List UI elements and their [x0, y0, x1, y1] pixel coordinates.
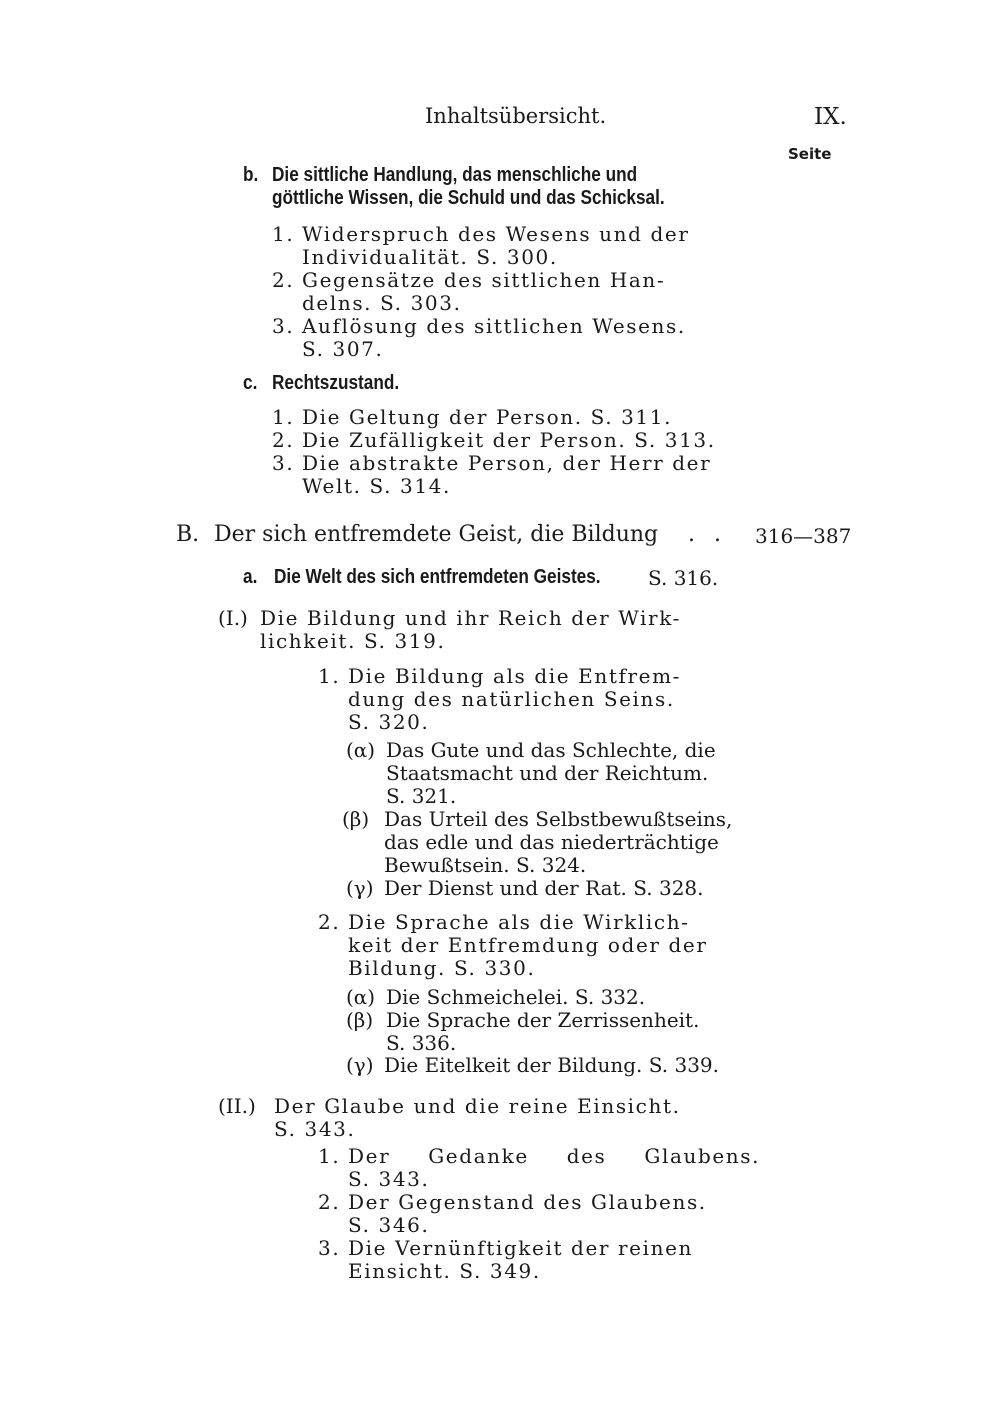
subitem-label: (γ) — [346, 1053, 374, 1077]
section-title-line: Rechtszustand. — [272, 372, 400, 394]
page-range: 316—387 — [755, 524, 852, 548]
section-title-line: Die sittliche Handlung, das menschliche und — [272, 164, 638, 186]
toc-item-line: Die Vernünftigkeit der reinen — [348, 1236, 694, 1260]
toc-item-number: 1. — [272, 405, 295, 429]
subitem-label: (α) — [346, 738, 376, 762]
toc-item-line: Die Bildung als die Entfrem- — [348, 664, 682, 688]
toc-item-line: Die Zufälligkeit der Person. S. 313. — [302, 428, 716, 452]
subitem-label: (β) — [346, 1008, 374, 1032]
running-header-title: Inhaltsübersicht. — [425, 104, 607, 128]
subitem-line: das edle und das niederträchtige — [384, 830, 719, 854]
toc-item-line: Auflösung des sittlichen Wesens. — [302, 314, 686, 338]
toc-item-line: S. 307. — [302, 337, 384, 361]
section-label: B. — [176, 522, 200, 547]
toc-item-number: 1. — [318, 664, 341, 688]
page-number: IX. — [814, 104, 847, 130]
section-label: a. — [243, 566, 258, 588]
toc-item-number: 1. — [318, 1144, 341, 1168]
toc-item-number: 3. — [272, 451, 295, 475]
toc-item-line: delns. S. 303. — [302, 291, 462, 315]
section-label: b. — [243, 164, 259, 186]
subitem-line: S. 336. — [386, 1031, 457, 1055]
toc-item-line: Die Bildung und ihr Reich der Wirk- — [260, 606, 681, 630]
subitem-line: Bewußtsein. S. 324. — [384, 853, 587, 877]
subitem-line: Das Gute und das Schlechte, die — [386, 738, 716, 762]
toc-item-line: keit der Entfremdung oder der — [348, 933, 708, 957]
subitem-label: (γ) — [346, 876, 374, 900]
toc-item-line: Bildung. S. 330. — [348, 956, 536, 980]
subitem-line: Die Eitelkeit der Bildung. S. 339. — [384, 1053, 719, 1077]
section-title-line: göttliche Wissen, die Schuld und das Schicksal. — [272, 187, 665, 209]
toc-item-line: Der Gegenstand des Glaubens. — [348, 1190, 707, 1214]
subitem-line: Der Dienst und der Rat. S. 328. — [384, 876, 704, 900]
toc-item-number: 3. — [318, 1236, 341, 1260]
toc-item-line: dung des natürlichen Seins. — [348, 687, 675, 711]
subitem-label: (α) — [346, 985, 376, 1009]
section-label: c. — [243, 372, 258, 394]
subitem-line: Die Schmeichelei. S. 332. — [386, 985, 646, 1009]
toc-item-line: S. 343. — [274, 1117, 356, 1141]
toc-item-number: 2. — [318, 910, 341, 934]
toc-item-number: 1. — [272, 222, 295, 246]
toc-item-line: S. 343. — [348, 1167, 430, 1191]
toc-item-line: lichkeit. S. 319. — [260, 629, 446, 653]
toc-item-line: Die Sprache als die Wirklich- — [348, 910, 690, 934]
subitem-line: Staatsmacht und der Reichtum. — [386, 761, 709, 785]
toc-item-line: Gegensätze des sittlichen Han- — [302, 268, 666, 292]
leader-dots: . . — [688, 522, 727, 547]
toc-item-line: Der Gedanke des Glaubens. — [348, 1144, 761, 1168]
toc-item-line: Die Geltung der Person. S. 311. — [302, 405, 673, 429]
toc-item-line: Der Glaube und die reine Einsicht. — [274, 1094, 681, 1118]
part-label: (I.) — [218, 606, 248, 630]
toc-item-line: S. 320. — [348, 710, 430, 734]
toc-item-line: Individualität. S. 300. — [302, 245, 558, 269]
subitem-line: S. 321. — [386, 784, 457, 808]
toc-item-line: Die abstrakte Person, der Herr der — [302, 451, 712, 475]
toc-item-number: 2. — [318, 1190, 341, 1214]
page-reference: S. 316. — [648, 566, 719, 590]
toc-item-number: 3. — [272, 314, 295, 338]
column-label-seite: Seite — [788, 145, 832, 163]
toc-item-number: 2. — [272, 428, 295, 452]
section-title-line: Der sich entfremdete Geist, die Bildung — [214, 522, 659, 547]
subitem-line: Das Urteil des Selbstbewußtseins, — [384, 807, 733, 831]
part-label: (II.) — [218, 1094, 256, 1118]
subitem-line: Die Sprache der Zerrissenheit. — [386, 1008, 700, 1032]
toc-item-line: S. 346. — [348, 1213, 430, 1237]
subitem-label: (β) — [342, 807, 370, 831]
section-title-line: Die Welt des sich entfremdeten Geistes. — [274, 566, 601, 588]
toc-item-line: Welt. S. 314. — [302, 474, 451, 498]
toc-item-number: 2. — [272, 268, 295, 292]
toc-item-line: Widerspruch des Wesens und der — [302, 222, 690, 246]
toc-item-line: Einsicht. S. 349. — [348, 1259, 541, 1283]
